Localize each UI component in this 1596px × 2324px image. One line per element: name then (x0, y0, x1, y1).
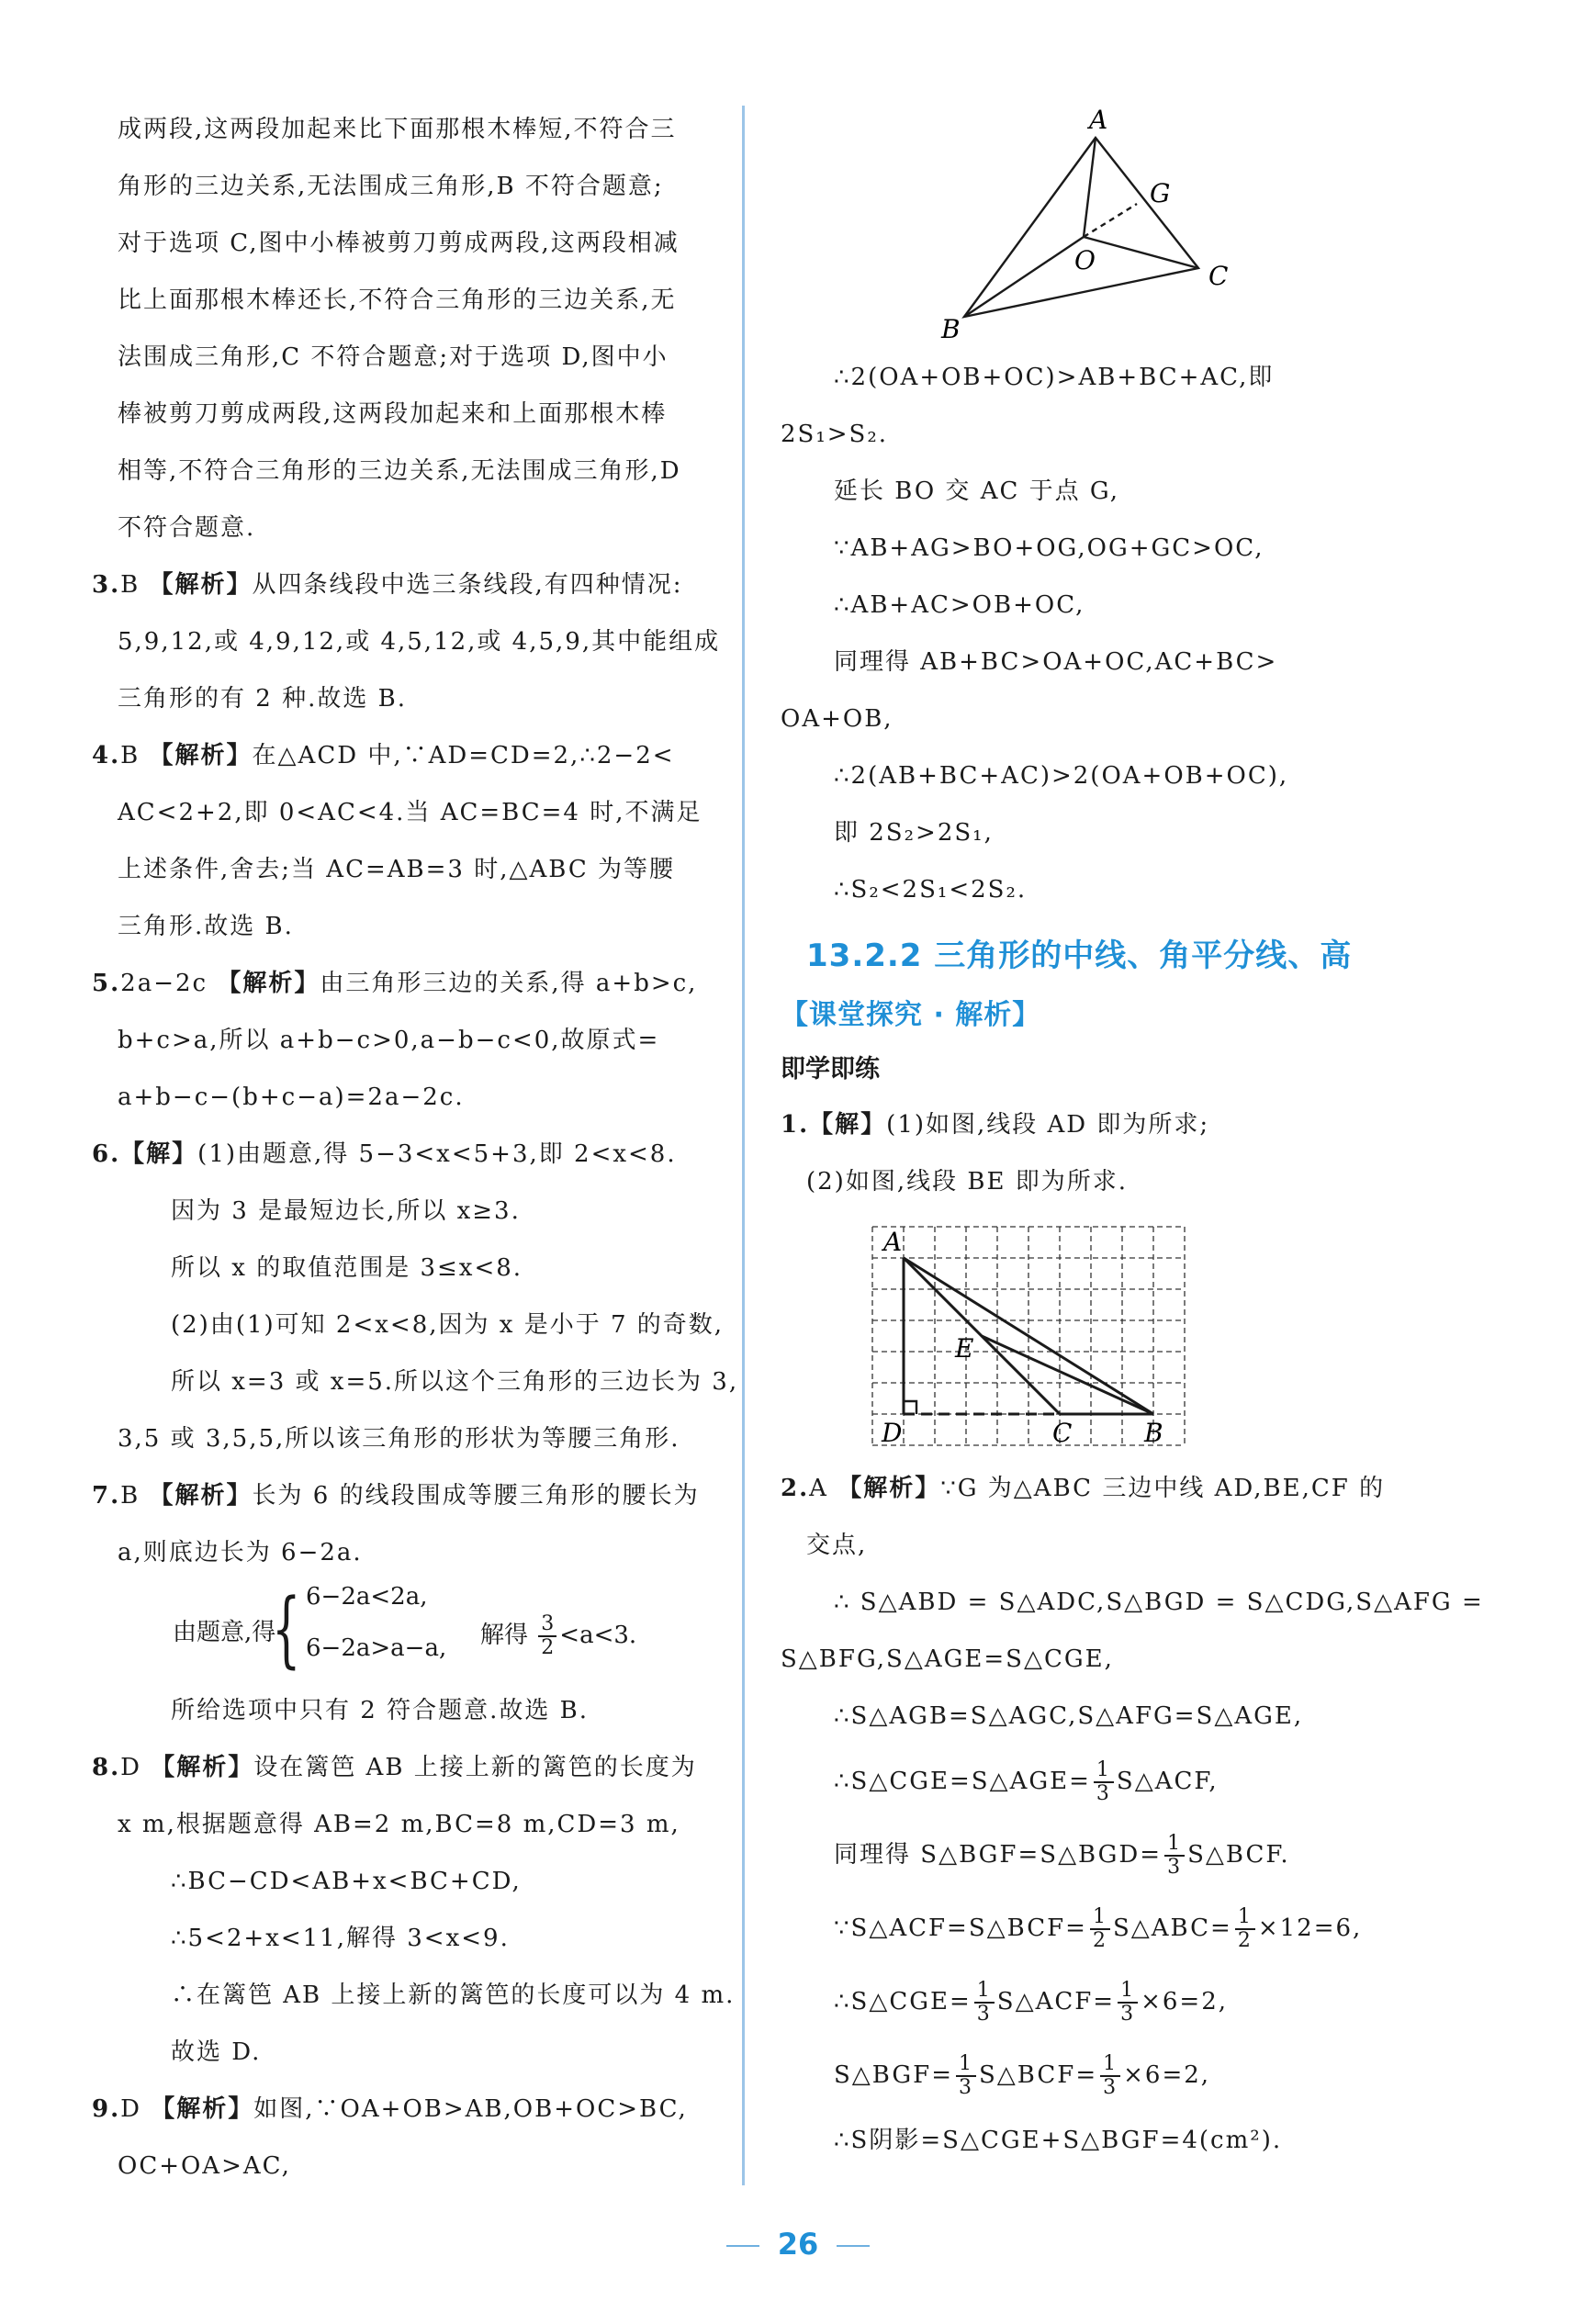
text-line: x m,根据题意得 AB=2 m,BC=8 m,CD=3 m, (118, 1811, 680, 1838)
left-column (92, 101, 739, 2195)
numerator: 1 (974, 1980, 995, 2004)
numerator: 1 (1094, 1759, 1114, 1783)
text-line: 如图,∵OA+OB>AB,OB+OC>BC, (253, 2095, 688, 2123)
equation-part: ×6=2, (1123, 2061, 1211, 2089)
analysis-tag: 【解析】 (217, 970, 320, 997)
label-c: C (1208, 261, 1229, 291)
page-number-footer (0, 2227, 1596, 2262)
question-3 (92, 556, 728, 613)
label-a: A (883, 1227, 903, 1257)
text-line: 在△ACD 中,∵AD=CD=2,∴2−2< (252, 742, 675, 769)
equation-line (781, 1965, 1391, 2038)
equation-part: S△BCF. (1187, 1841, 1290, 1869)
fraction (1118, 1980, 1138, 2026)
text-line: 三角形的有 2 种.故选 B. (118, 685, 407, 713)
text-line: ∴5<2+x<11,解得 3<x<9. (171, 1925, 510, 1952)
segment-ab (904, 1258, 1153, 1414)
text-line: 对于选项 C,图中小棒被剪刀剪成两段,这两段相减 (118, 230, 680, 257)
question-9 (92, 2081, 728, 2138)
analysis-tag: 【解析】 (149, 1482, 253, 1510)
text-line: (2)由(1)可知 2<x<8,因为 x 是小于 7 的奇数, (171, 1311, 725, 1339)
text-line: 因为 3 是最短边长,所以 x≥3. (171, 1197, 521, 1225)
text-line: ∴S₂<2S₁<2S₂. (834, 876, 1028, 904)
fraction (1094, 1759, 1114, 1805)
question-6 (92, 1126, 728, 1183)
analysis-tag: 【解析】 (149, 571, 253, 599)
label-a: A (1089, 105, 1108, 135)
text-line: 由三角形三边的关系,得 a+b>c, (320, 970, 698, 997)
solution-tag: 【解】 (120, 1140, 198, 1168)
numerator: 1 (1090, 1906, 1110, 1930)
section-title: 13.2.2 三角形的中线、角平分线、高 (806, 937, 1353, 974)
equation-part: ×6=2, (1141, 1988, 1229, 2015)
equation-part: ∴S△CGE= (834, 1988, 972, 2015)
fraction (974, 1980, 995, 2026)
solution-tail: <a<3. (559, 1622, 637, 1649)
analysis-tag: 【解析】 (149, 742, 253, 769)
label-d: D (882, 1418, 903, 1448)
text-line: 所给选项中只有 2 符合题意.故选 B. (171, 1697, 589, 1724)
numerator: 1 (956, 2053, 976, 2077)
text-line: 所以 x 的取值范围是 3≤x<8. (171, 1254, 523, 1282)
text-line: 3,5 或 3,5,5,所以该三角形的形状为等腰三角形. (118, 1425, 680, 1453)
segment-be (982, 1336, 1153, 1414)
question-number: 8. (92, 1754, 121, 1781)
text-line: ∴2(OA+OB+OC)>AB+BC+AC,即 (834, 364, 1275, 391)
answer-choice: 2a−2c (120, 970, 208, 997)
footer-dash (726, 2245, 759, 2247)
equation-line (781, 1892, 1391, 1965)
text-line: 长为 6 的线段围成等腰三角形的腰长为 (252, 1482, 700, 1510)
text-line: ∴BC−CD<AB+x<BC+CD, (171, 1868, 522, 1895)
question-number: 6. (92, 1140, 121, 1168)
question-number: 3. (92, 571, 121, 599)
text-line: (2)如图,线段 BE 即为所求. (806, 1168, 1128, 1196)
text-line: (1)如图,线段 AD 即为所求; (886, 1111, 1210, 1139)
equation-part: S△ACF= (996, 1988, 1116, 2015)
footer-dash (837, 2245, 870, 2247)
fraction (1164, 1833, 1185, 1879)
text-line: ∴2(AB+BC+AC)>2(OA+OB+OC), (834, 762, 1289, 790)
text-line: 5,9,12,或 4,9,12,或 4,5,12,或 4,5,9,其中能组成 (118, 628, 721, 656)
label-o: O (1074, 245, 1096, 275)
text-line: 同理得 AB+BC>OA+OC,AC+BC> (834, 648, 1278, 676)
text-line: 角形的三边关系,无法围成三角形,B 不符合题意; (118, 173, 664, 200)
text-line: 设在篱笆 AB 上接上新的篱笆的长度为 (253, 1754, 697, 1781)
equation-part: S△BGF= (834, 2061, 953, 2089)
label-b: B (1144, 1418, 1163, 1448)
solve-label: 解得 (480, 1622, 529, 1649)
problem-1 (781, 1096, 1391, 1153)
text-line: (1)由题意,得 5−3<x<5+3,即 2<x<8. (197, 1140, 677, 1168)
page-number: 26 (777, 2227, 819, 2262)
text-line: ∵AB+AG>BO+OG,OG+GC>OC, (834, 534, 1264, 562)
section-subheading: 【课堂探究 · 解析】 (781, 999, 1041, 1031)
right-angle-mark (904, 1401, 916, 1414)
fraction (1235, 1906, 1255, 1952)
system-lead: 由题意,得 (173, 1619, 276, 1646)
text-line: ∴ S△ABD = S△ADC,S△BGD = S△CDG,S△AFG = (834, 1589, 1484, 1616)
label-b: B (941, 314, 961, 344)
right-column (781, 101, 1484, 2169)
text-line: a+b−c−(b+c−a)=2a−2c. (118, 1083, 465, 1111)
text-line: 比上面那根木棒还长,不符合三角形的三边关系,无 (118, 286, 677, 314)
text-line: 延长 BO 交 AC 于点 G, (834, 477, 1120, 505)
numerator: 1 (1100, 2053, 1120, 2077)
triangle-figure-abc-o (781, 101, 1391, 349)
system-row: 6−2a<2a, (306, 1583, 428, 1611)
denominator: 2 (1237, 1929, 1253, 1952)
analysis-tag: 【解析】 (151, 1754, 254, 1781)
answer-choice: A (809, 1475, 828, 1502)
text-line: S△BFG,S△AGE=S△CGE, (781, 1645, 1114, 1673)
denominator: 2 (1092, 1929, 1107, 1952)
system-row: 6−2a>a−a, (306, 1634, 447, 1662)
label-g: G (1150, 178, 1171, 208)
question-number: 2. (781, 1475, 810, 1502)
numerator: 1 (1235, 1906, 1255, 1930)
fraction (1100, 2053, 1120, 2099)
text-line: AC<2+2,即 0<AC<4.当 AC=BC=4 时,不满足 (118, 799, 702, 826)
question-number: 4. (92, 742, 121, 769)
equation-part: ×12=6, (1257, 1914, 1363, 1942)
denominator: 3 (959, 2076, 973, 2099)
label-e: E (955, 1333, 974, 1364)
text-line: ∴S△AGB=S△AGC,S△AFG=S△AGE, (834, 1702, 1304, 1730)
equation-part: ∴S△CGE=S△AGE= (834, 1768, 1091, 1795)
question-5 (92, 955, 728, 1012)
denominator: 3 (1167, 1856, 1183, 1879)
equation-line (781, 1818, 1391, 1892)
text-line: 不符合题意. (118, 514, 256, 542)
text-line: OC+OA>AC, (118, 2152, 291, 2180)
text-line: ∵G 为△ABC 三边中线 AD,BE,CF 的 (940, 1475, 1386, 1502)
solution-tag: 【解】 (809, 1111, 887, 1139)
denominator: 3 (1120, 2003, 1136, 2026)
answer-choice: B (120, 742, 140, 769)
problem-2 (781, 1460, 1391, 1517)
column-divider (742, 106, 745, 2185)
question-4 (92, 727, 728, 784)
text-line: 棒被剪刀剪成两段,这两段加起来和上面那根木棒 (118, 400, 668, 428)
analysis-tag: 【解析】 (151, 2095, 254, 2123)
triangle-abc (964, 138, 1198, 317)
question-number: 7. (92, 1482, 121, 1510)
question-8 (92, 1739, 728, 1796)
numerator: 1 (1164, 1833, 1185, 1857)
analysis-tag: 【解析】 (837, 1475, 941, 1502)
question-number: 1. (781, 1111, 810, 1139)
text-line: 交点, (806, 1532, 868, 1559)
text-line: 故选 D. (171, 2038, 262, 2066)
text-line: 上述条件,舍去;当 AC=AB=3 时,△ABC 为等腰 (118, 856, 676, 883)
question-number: 5. (92, 970, 121, 997)
system-solution (480, 1613, 636, 1659)
brace-symbol: { (272, 1581, 301, 1678)
text-line: 2S₁>S₂. (781, 421, 889, 448)
text-line: 相等,不符合三角形的三边关系,无法围成三角形,D (118, 457, 681, 485)
text-line: 从四条线段中选三条线段,有四种情况: (252, 571, 683, 599)
equation-part: ∵S△ACF=S△BCF= (834, 1914, 1087, 1942)
equation-part: S△BCF= (979, 2061, 1098, 2089)
equation-part: 同理得 S△BGF=S△BGD= (834, 1841, 1163, 1869)
inequality-system (118, 1581, 728, 1682)
answer-choice: B (120, 1482, 140, 1510)
numerator: 1 (1118, 1980, 1138, 2004)
text-line: 成两段,这两段加起来比下面那根木棒短,不符合三 (118, 116, 677, 143)
text-line: OA+OB, (781, 705, 894, 733)
fraction (956, 2053, 976, 2099)
text-line: 即 2S₂>2S₁, (834, 819, 994, 847)
label-c: C (1052, 1418, 1073, 1448)
grid-triangle-figure (781, 1212, 1391, 1460)
equation-line (781, 1745, 1391, 1818)
text-line: 法围成三角形,C 不符合题意;对于选项 D,图中小 (118, 343, 669, 371)
text-line: b+c>a,所以 a+b−c>0,a−b−c<0,故原式= (118, 1027, 660, 1054)
answer-choice: D (120, 1754, 142, 1781)
equation-line (781, 2038, 1391, 2112)
segment-oc (1084, 237, 1198, 268)
denominator: 3 (976, 2003, 992, 2026)
text-line: 三角形.故选 B. (118, 913, 294, 940)
fraction (1090, 1906, 1110, 1952)
numerator: 3 (538, 1613, 556, 1637)
equation-part: S△ABC= (1112, 1914, 1232, 1942)
denominator: 3 (1103, 2076, 1118, 2099)
equation-part: S△ACF, (1116, 1768, 1219, 1795)
question-number: 9. (92, 2095, 121, 2123)
question-7 (92, 1467, 728, 1524)
denominator: 2 (541, 1636, 555, 1659)
segment-og-dashed (1084, 204, 1137, 237)
denominator: 3 (1096, 1782, 1111, 1805)
practice-heading: 即学即练 (781, 1055, 880, 1083)
text-line: ∴S阴影=S△CGE+S△BGF=4(cm²). (834, 2127, 1283, 2154)
text-line: ∴AB+AC>OB+OC, (834, 591, 1085, 619)
answer-choice: D (120, 2095, 142, 2123)
answer-choice: B (120, 571, 140, 599)
text-line: a,则底边长为 6−2a. (118, 1539, 363, 1566)
fraction (538, 1613, 556, 1659)
text-line: ∴在篱笆 AB 上接上新的篱笆的长度可以为 4 m. (171, 1982, 736, 2009)
text-line: 所以 x=3 或 x=5.所以这个三角形的三边长为 3, (171, 1368, 739, 1396)
